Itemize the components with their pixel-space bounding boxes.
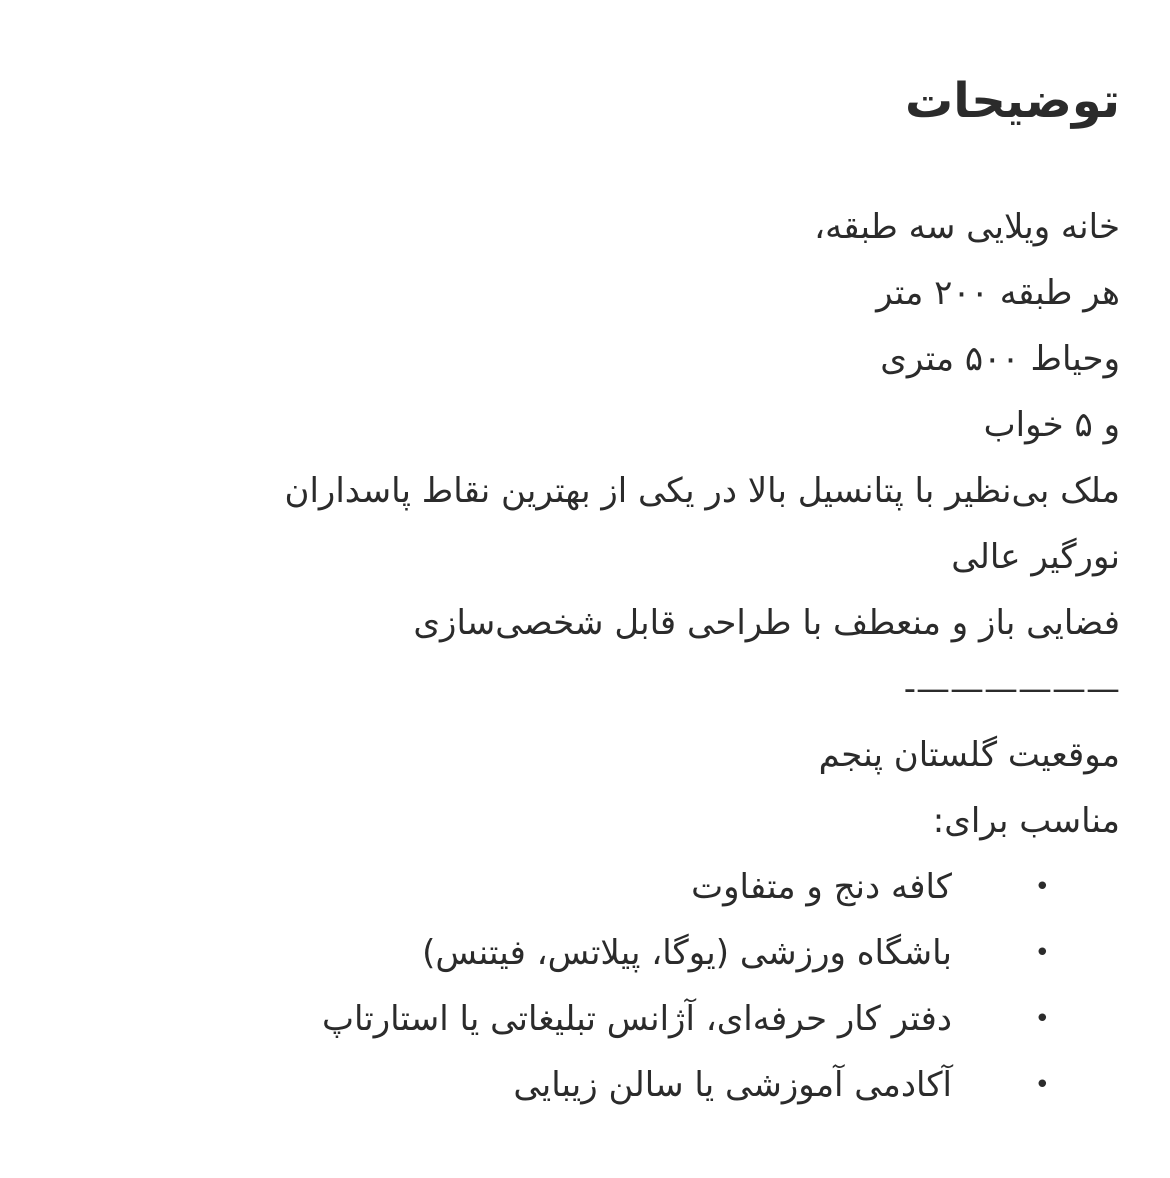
description-line: مناسب برای: — [932, 801, 1120, 841]
list-item-text: کافه دنج و متفاوت — [691, 867, 952, 907]
description-line: خانه ویلایی سه طبقه، — [814, 207, 1120, 247]
description-line: و ۵ خواب — [983, 405, 1120, 445]
description-body — [40, 194, 1120, 1118]
description-section — [40, 0, 1120, 1118]
description-line: هر طبقه ۲۰۰ متر — [876, 273, 1120, 313]
bullet-icon: • — [1034, 872, 1050, 902]
list-item-text: دفتر کار حرفه‌ای، آژانس تبلیغاتی یا استارتاپ — [321, 999, 952, 1039]
list-item-text: آکادمی آموزشی یا سالن زیبایی — [513, 1065, 952, 1105]
description-line: ملک بی‌نظیر با پتانسیل بالا در یکی از بهترین نقاط پاسداران — [284, 471, 1120, 511]
separator-line: ——————- — [903, 669, 1120, 709]
bullet-icon: • — [1034, 1070, 1050, 1100]
list-item — [40, 920, 1120, 986]
section-title: توضیحات — [905, 73, 1120, 129]
list-item — [40, 986, 1120, 1052]
list-item-text: باشگاه ورزشی (یوگا، پیلاتس، فیتنس) — [422, 933, 952, 973]
bullet-icon: • — [1034, 1004, 1050, 1034]
description-line: وحیاط ۵۰۰ متری — [880, 339, 1120, 379]
list-item — [40, 1052, 1120, 1118]
description-line: موقعیت گلستان پنجم — [818, 735, 1120, 775]
description-line: نورگیر عالی — [951, 537, 1120, 577]
bullet-icon: • — [1034, 938, 1050, 968]
list-item — [40, 854, 1120, 920]
suitable-for-list — [40, 854, 1120, 1118]
description-line: فضایی باز و منعطف با طراحی قابل شخصی‌سازی — [413, 603, 1120, 643]
